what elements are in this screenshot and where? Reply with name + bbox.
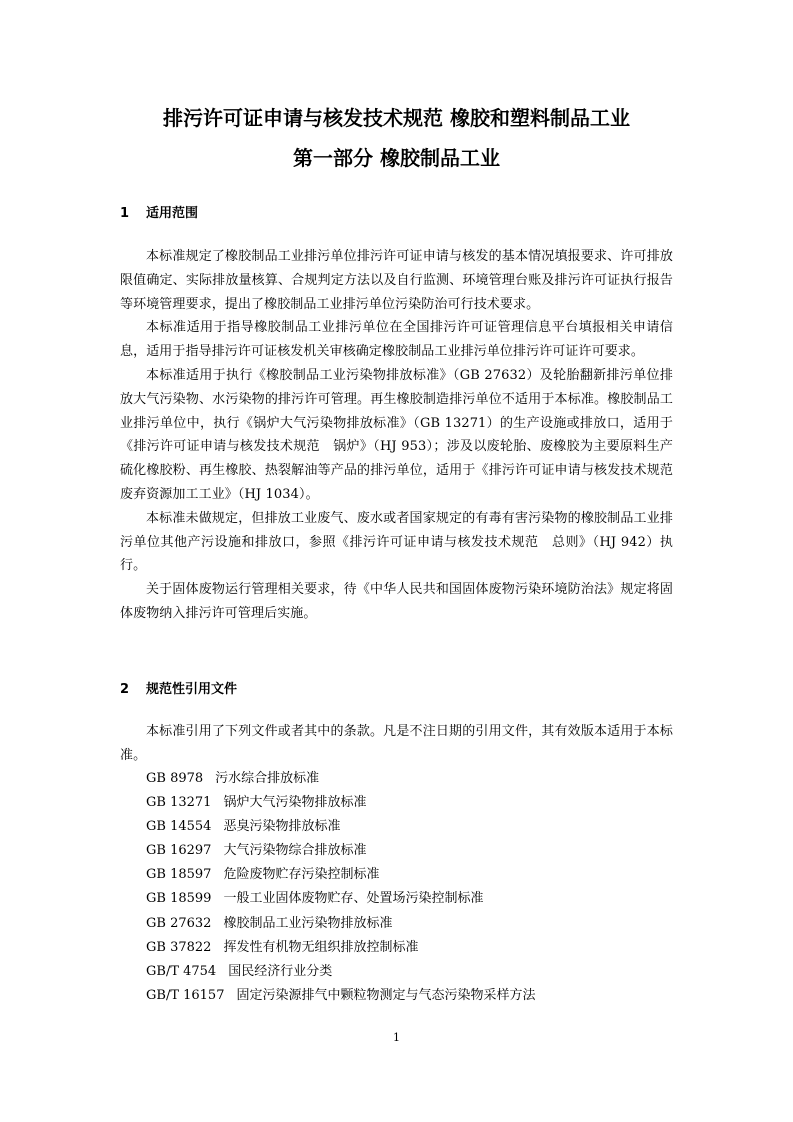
reference-code: GB 8978 (146, 771, 204, 786)
paragraph: 本标准适用于指导橡胶制品工业排污单位在全国排污许可证管理信息平台填报相关申请信息，适用于指导排污许可证核发机关审核确定橡胶制品工业排污单位排污许可证许可要求。 (120, 320, 673, 360)
document-title: 排污许可证申请与核发技术规范 橡胶和塑料制品工业 (163, 106, 630, 130)
reference-code: GB 37822 (146, 939, 212, 955)
reference-name: 国民经济行业分类 (228, 963, 333, 979)
reference-code: GB 14554 (146, 819, 212, 835)
reference-item (146, 863, 676, 887)
section-heading-scope (120, 204, 680, 224)
section-number: 1 (120, 206, 130, 221)
page-number: 1 (393, 1031, 400, 1044)
reference-code: GB 27632 (146, 915, 212, 931)
reference-name: 锅炉大气污染物排放标准 (223, 795, 367, 811)
reference-item (146, 960, 676, 984)
reference-code: GB 18597 (146, 867, 212, 883)
paragraph: 本标准规定了橡胶制品工业排污单位排污许可证申请与核发的基本情况填报要求、许可排放限值确定、实际排放量核算、合规判定方法以及自行监测、环境管理台账及排污许可证执行报告等环境管理要求，提出了橡胶制品工业排污单位污染防治可行技术要求。 (120, 249, 673, 312)
reference-name: 一般工业固体废物贮存、处置场污染控制标准 (223, 891, 484, 907)
reference-name: 大气污染物综合排放标准 (223, 843, 367, 859)
reference-list (146, 767, 676, 1008)
reference-item (146, 936, 676, 960)
reference-item (146, 887, 676, 911)
reference-name: 污水综合排放标准 (215, 771, 320, 786)
reference-item (146, 815, 676, 839)
reference-item (146, 767, 676, 791)
reference-name: 危险废物贮存污染控制标准 (223, 867, 380, 883)
reference-name: 挥发性有机物无组织排放控制标准 (223, 939, 419, 955)
document-subtitle: 第一部分 橡胶制品工业 (293, 146, 500, 170)
section-title: 适用范围 (146, 206, 199, 221)
section-number: 2 (120, 682, 130, 697)
reference-item (146, 984, 676, 1008)
paragraph: 本标准引用了下列文件或者其中的条款。凡是不注日期的引用文件，其有效版本适用于本标准。 (120, 724, 673, 763)
reference-code: GB 18599 (146, 891, 212, 907)
section-body-references (120, 720, 673, 768)
reference-item (146, 791, 676, 815)
reference-name: 固定污染源排气中颗粒物测定与气态污染物采样方法 (236, 987, 536, 1003)
reference-code: GB/T 4754 (146, 963, 217, 979)
reference-item (146, 839, 676, 863)
paragraph: 本标准适用于执行《橡胶制品工业污染物排放标准》（GB 27632）及轮胎翻新排污单位排放大气污染物、水污染物的排污许可管理。再生橡胶制造排污单位不适用于本标准。橡胶制品工业排污单位中，执行《锅炉大气污染物排放标准》（GB 13271）的生产设施或排放口，适用于《排污许可证申请与核发技术规范 锅炉》（HJ 953）；涉及以废轮胎、废橡胶为主要原料生产硫化橡胶粉、再生橡胶、热裂解油等产品的排污单位，适用于《排污许可证申请与核发技术规范 废弃资源加工工业》（HJ 1034）。 (120, 367, 687, 502)
reference-code: GB 16297 (146, 843, 212, 859)
section-title: 规范性引用文件 (146, 682, 238, 697)
section-body-scope (120, 245, 687, 626)
reference-code: GB 13271 (146, 795, 212, 811)
section-heading-references (120, 680, 680, 700)
paragraph: 本标准未做规定，但排放工业废气、废水或者国家规定的有毒有害污染物的橡胶制品工业排污单位其他产污设施和排放口，参照《排污许可证申请与核发技术规范 总则》（HJ 942）执行。 (120, 510, 673, 574)
reference-name: 橡胶制品工业污染物排放标准 (223, 915, 393, 931)
reference-code: GB/T 16157 (146, 987, 225, 1003)
reference-item (146, 912, 676, 936)
paragraph: 关于固体废物运行管理相关要求，待《中华人民共和国固体废物污染环境防治法》规定将固体废物纳入排污许可管理后实施。 (120, 582, 673, 621)
reference-name: 恶臭污染物排放标准 (223, 819, 341, 835)
